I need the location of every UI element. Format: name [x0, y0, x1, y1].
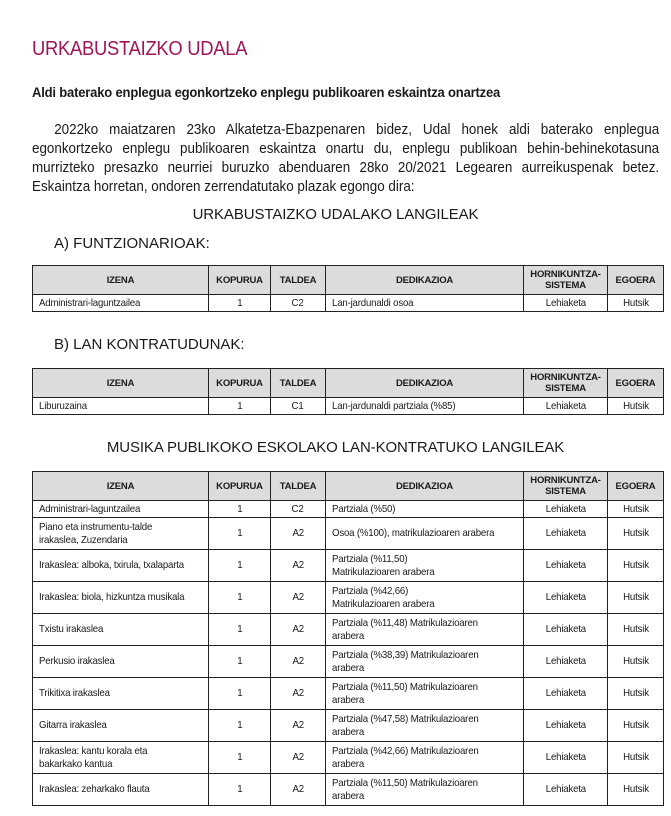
cell-dedikazioa: [326, 295, 524, 312]
cell-egoera: [608, 550, 664, 582]
table-row: [33, 501, 664, 518]
cell-hornikuntza-sistema-text: Lehiaketa: [545, 502, 586, 515]
cell-hornikuntza-sistema: [524, 398, 608, 415]
column-izena-header: IZENA: [33, 369, 209, 398]
cell-hornikuntza-sistema-text: Lehiaketa: [545, 719, 586, 731]
cell-izena-text: Irakaslea: alboka, txirula, txalaparta: [39, 559, 184, 571]
cell-kopurua-text: 1: [236, 296, 243, 309]
cell-egoera: [608, 646, 664, 678]
table-row: [33, 614, 664, 646]
cell-kopurua: [209, 295, 271, 312]
cell-izena: [33, 774, 209, 806]
group-heading-funtzionarioak: A) FUNTZIONARIOAK:: [54, 235, 210, 252]
cell-egoera-text: Hutsik: [622, 527, 649, 539]
cell-kopurua-text: 1: [236, 783, 243, 795]
cell-hornikuntza-sistema-text: Lehiaketa: [545, 687, 586, 699]
cell-hornikuntza-sistema: [524, 501, 608, 518]
cell-taldea: [271, 646, 326, 678]
table-funtzionarioak: [32, 265, 664, 312]
cell-egoera: [608, 518, 664, 550]
cell-dedikazioa: [326, 774, 524, 806]
table-row: [33, 646, 664, 678]
cell-hornikuntza-sistema: [524, 550, 608, 582]
cell-taldea-text: A2: [292, 655, 304, 667]
cell-izena-text: Irakaslea: biola, hizkuntza musikala: [39, 591, 185, 603]
cell-kopurua-text: 1: [236, 502, 243, 515]
cell-dedikazioa: [326, 501, 524, 518]
cell-kopurua-text: 1: [236, 687, 243, 699]
column-taldea-header: TALDEA: [271, 472, 326, 501]
cell-dedikazioa-text: Partziala (%42,66) Matrikulazioaren arabera: [332, 584, 435, 610]
cell-hornikuntza-sistema-text: Lehiaketa: [545, 655, 586, 667]
cell-egoera-text: Hutsik: [622, 296, 649, 309]
cell-izena: [33, 742, 209, 774]
cell-taldea: [271, 582, 326, 614]
cell-kopurua-text: 1: [236, 719, 243, 731]
cell-izena-text: Irakaslea: zeharkako flauta: [39, 783, 150, 795]
column-dedikazioa-header: DEDIKAZIOA: [326, 472, 524, 501]
section-heading-udala: URKABUSTAIZKO UDALAKO LANGILEAK: [192, 206, 479, 223]
cell-dedikazioa: [326, 742, 524, 774]
cell-hornikuntza-sistema: [524, 614, 608, 646]
column-egoera-header: EGOERA: [608, 472, 664, 501]
cell-kopurua: [209, 774, 271, 806]
cell-dedikazioa-text: Osoa (%100), matrikulazioaren arabera: [332, 527, 495, 539]
cell-egoera: [608, 774, 664, 806]
cell-hornikuntza-sistema-text: Lehiaketa: [545, 751, 586, 763]
cell-taldea-text: A2: [292, 783, 304, 795]
cell-taldea-text: A2: [292, 687, 304, 699]
cell-egoera-text: Hutsik: [622, 591, 649, 603]
cell-hornikuntza-sistema: [524, 295, 608, 312]
cell-kopurua: [209, 550, 271, 582]
cell-hornikuntza-sistema: [524, 646, 608, 678]
cell-taldea: [271, 614, 326, 646]
column-taldea-header: TALDEA: [271, 369, 326, 398]
cell-izena-text: Administrari-laguntzailea: [39, 296, 141, 309]
cell-hornikuntza-sistema-text: Lehiaketa: [545, 623, 586, 635]
cell-dedikazioa: [326, 614, 524, 646]
column-izena-header: IZENA: [33, 472, 209, 501]
cell-kopurua-text: 1: [236, 399, 243, 412]
column-egoera-header: EGOERA: [608, 369, 664, 398]
cell-taldea: [271, 295, 326, 312]
cell-kopurua: [209, 398, 271, 415]
cell-kopurua: [209, 710, 271, 742]
group-heading-lan-kontratudunak: B) LAN KONTRATUDUNAK:: [54, 336, 245, 353]
cell-izena-text: Piano eta instrumentu-talde irakaslea, Zuzendaria: [39, 520, 153, 546]
cell-egoera: [608, 501, 664, 518]
column-dedikazioa-header: DEDIKAZIOA: [326, 266, 524, 295]
table-row: [33, 742, 664, 774]
cell-taldea-text: A2: [292, 591, 304, 603]
cell-taldea: [271, 501, 326, 518]
cell-egoera-text: Hutsik: [622, 559, 649, 571]
cell-dedikazioa-text: Lan-jardunaldi osoa: [332, 296, 414, 309]
column-dedikazioa-header: DEDIKAZIOA: [326, 369, 524, 398]
document-title: Aldi baterako enplegua egonkortzeko enplegu publikoaren eskaintza onartzea: [32, 84, 501, 100]
cell-kopurua-text: 1: [236, 591, 243, 603]
cell-kopurua: [209, 614, 271, 646]
cell-taldea: [271, 774, 326, 806]
cell-hornikuntza-sistema-text: Lehiaketa: [545, 296, 586, 309]
cell-dedikazioa-text: Partziala (%50): [332, 502, 396, 515]
cell-taldea-text: A2: [292, 559, 304, 571]
cell-hornikuntza-sistema: [524, 742, 608, 774]
table-header-row: [33, 369, 664, 398]
cell-taldea: [271, 518, 326, 550]
cell-hornikuntza-sistema: [524, 774, 608, 806]
cell-taldea: [271, 398, 326, 415]
cell-izena: [33, 550, 209, 582]
cell-taldea-text: C2: [292, 296, 304, 309]
cell-egoera-text: Hutsik: [622, 783, 649, 795]
cell-kopurua-text: 1: [236, 527, 243, 539]
table-row: [33, 710, 664, 742]
column-hornikuntza-sistema-header: HORNIKUNTZA- SISTEMA: [524, 266, 608, 295]
column-hornikuntza-sistema-header: HORNIKUNTZA- SISTEMA: [524, 369, 608, 398]
column-izena-header: IZENA: [33, 266, 209, 295]
table-row: [33, 582, 664, 614]
table-header-row: [33, 266, 664, 295]
cell-egoera: [608, 614, 664, 646]
cell-izena: [33, 710, 209, 742]
cell-dedikazioa-text: Partziala (%38,39) Matrikulazioaren arabera: [332, 648, 479, 674]
column-kopurua-header: KOPURUA: [209, 472, 271, 501]
cell-kopurua: [209, 582, 271, 614]
cell-dedikazioa: [326, 710, 524, 742]
column-kopurua-header: KOPURUA: [209, 369, 271, 398]
cell-kopurua-text: 1: [236, 655, 243, 667]
table-row: [33, 774, 664, 806]
cell-taldea-text: A2: [292, 527, 304, 539]
cell-dedikazioa: [326, 398, 524, 415]
cell-egoera: [608, 398, 664, 415]
cell-hornikuntza-sistema: [524, 582, 608, 614]
cell-egoera: [608, 295, 664, 312]
cell-hornikuntza-sistema-text: Lehiaketa: [545, 783, 586, 795]
cell-izena: [33, 614, 209, 646]
cell-dedikazioa: [326, 518, 524, 550]
section-heading-musika-eskola: MUSIKA PUBLIKOKO ESKOLAKO LAN-KONTRATUKO LANGILEAK: [106, 439, 565, 456]
table-header-row: [33, 472, 664, 501]
cell-dedikazioa-text: Partziala (%47,58) Matrikulazioaren arabera: [332, 712, 479, 738]
cell-dedikazioa: [326, 550, 524, 582]
cell-izena-text: Administrari-laguntzailea: [39, 502, 141, 515]
cell-hornikuntza-sistema-text: Lehiaketa: [545, 591, 586, 603]
cell-izena: [33, 295, 209, 312]
cell-hornikuntza-sistema-text: Lehiaketa: [545, 399, 586, 412]
organization-title: URKABUSTAIZKO UDALA: [32, 38, 248, 60]
cell-hornikuntza-sistema: [524, 518, 608, 550]
cell-izena-text: Irakaslea: kantu korala eta bakarkako kantua: [39, 744, 148, 770]
column-hornikuntza-sistema-header: HORNIKUNTZA- SISTEMA: [524, 472, 608, 501]
column-kopurua-header: KOPURUA: [209, 266, 271, 295]
cell-taldea-text: A2: [292, 751, 304, 763]
column-taldea-header: TALDEA: [271, 266, 326, 295]
cell-izena: [33, 646, 209, 678]
cell-egoera: [608, 678, 664, 710]
body-paragraph: 2022ko maiatzaren 23ko Alkatetza-Ebazpenaren bidez, Udal honek aldi baterako enplegua egonkortzeko enplegu publikoaren eskaintza onartu du, enplegu publikoan behin-behinekotasuna murrizteko presazko neurriei buruzko abenduaren 28ko 20/2021 Legearen aurreikuspenak betez. Eskaintza horretan, ondoren zerrendatutako plazak egongo dira:: [32, 122, 660, 195]
cell-egoera: [608, 582, 664, 614]
cell-hornikuntza-sistema-text: Lehiaketa: [545, 559, 586, 571]
column-egoera-header: EGOERA: [608, 266, 664, 295]
cell-egoera-text: Hutsik: [622, 719, 649, 731]
cell-dedikazioa-text: Partziala (%11,50) Matrikulazioaren arabera: [332, 680, 478, 706]
cell-taldea: [271, 550, 326, 582]
table-row: [33, 295, 664, 312]
table-row: [33, 518, 664, 550]
table-musika-eskola: [32, 471, 664, 806]
cell-kopurua-text: 1: [236, 623, 243, 635]
cell-dedikazioa-text: Partziala (%11,50) Matrikulazioaren arabera: [332, 552, 435, 578]
cell-kopurua-text: 1: [236, 559, 243, 571]
cell-hornikuntza-sistema: [524, 678, 608, 710]
cell-izena-text: Trikitixa irakaslea: [39, 687, 110, 699]
cell-dedikazioa-text: Lan-jardunaldi partziala (%85): [332, 399, 456, 412]
cell-izena: [33, 678, 209, 710]
table-row: [33, 398, 664, 415]
cell-kopurua: [209, 742, 271, 774]
cell-dedikazioa-text: Partziala (%11,50) Matrikulazioaren arabera: [332, 776, 478, 802]
cell-hornikuntza-sistema-text: Lehiaketa: [545, 527, 586, 539]
cell-kopurua: [209, 646, 271, 678]
cell-izena-text: Perkusio irakaslea: [39, 655, 115, 667]
cell-egoera-text: Hutsik: [622, 399, 649, 412]
cell-izena: [33, 398, 209, 415]
table-lan-kontratudunak: [32, 368, 664, 415]
table-row: [33, 678, 664, 710]
cell-egoera-text: Hutsik: [622, 655, 649, 667]
cell-dedikazioa: [326, 582, 524, 614]
cell-egoera-text: Hutsik: [622, 687, 649, 699]
cell-izena: [33, 582, 209, 614]
cell-izena: [33, 501, 209, 518]
cell-egoera-text: Hutsik: [622, 502, 649, 515]
cell-taldea-text: A2: [292, 719, 304, 731]
cell-hornikuntza-sistema: [524, 710, 608, 742]
cell-dedikazioa: [326, 646, 524, 678]
cell-egoera: [608, 742, 664, 774]
cell-taldea-text: A2: [292, 623, 304, 635]
cell-izena-text: Gitarra irakaslea: [39, 719, 107, 731]
cell-dedikazioa: [326, 678, 524, 710]
cell-egoera-text: Hutsik: [622, 751, 649, 763]
cell-kopurua: [209, 678, 271, 710]
cell-kopurua-text: 1: [236, 751, 243, 763]
cell-dedikazioa-text: Partziala (%11,48) Matrikulazioaren arabera: [332, 616, 478, 642]
cell-kopurua: [209, 518, 271, 550]
table-row: [33, 550, 664, 582]
cell-taldea-text: C2: [292, 502, 304, 515]
cell-taldea-text: C1: [292, 399, 304, 412]
cell-egoera-text: Hutsik: [622, 623, 649, 635]
cell-egoera: [608, 710, 664, 742]
cell-izena-text: Liburuzaina: [39, 399, 87, 412]
cell-izena: [33, 518, 209, 550]
cell-taldea: [271, 710, 326, 742]
cell-dedikazioa-text: Partziala (%42,66) Matrikulazioaren arabera: [332, 744, 479, 770]
cell-izena-text: Txistu irakaslea: [39, 623, 104, 635]
cell-taldea: [271, 678, 326, 710]
cell-taldea: [271, 742, 326, 774]
cell-kopurua: [209, 501, 271, 518]
